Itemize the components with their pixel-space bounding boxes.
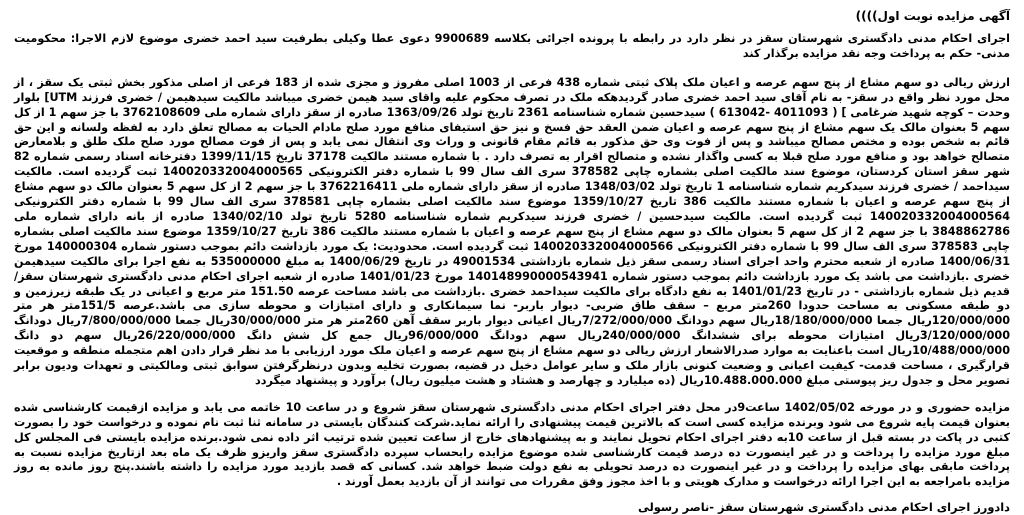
auction-terms-paragraph: مزایده حضوری و در مورخه 1402/05/02 ساعت9در محل دفتر اجرای احکام مدنی دادگستری شهرستان سقز شروع و در ساعت 10 خاتمه می یابد و مزایده ازقیمت کارشناسی شده بعنوان قیمت پایه شروع می شود وبرنده مزایده کسی است که بالاترین قیمت پیشنهادی را ارائه نماید.شرکت کنندگان بایستی در سامانه ثنا ثبت نام نموده و درخواست خود را بصورت کتبی در پاکت در بسته قبل از ساعت 10به دفتر اجرای احکام تحویل نمایند و به پیشنهادهای خارج از ساعت تعیین شده ترتیب اثر داده نمی شود.برنده مزایده بایستی فی المجلس کل مبلغ مورد مزایده را پرداخت و در غیر اینصورت ده درصد قیمت کارشناسی شده موضوع مزایده رابحساب سپرده دادگستری سقز واریزو ظرف یک ماه بعد ازتاریخ مزایده نسبت به پرداخت مابقی بهای مزایده را پرداخت و در غیر اینصورت ده درصد تحویلی به نفع دولت ضبط خواهد شد. کسانی که قصد بازدید مورد مزایده را داشته باشند.پنج روز مانده به روز مزایده بامراجعه به این اجرا ارائه درخواست و مدارک هویتی و با اخذ مجوز وفق مقررات می توانند از آن بازدید بعمل آورند . xyxy=(14,400,1011,489)
notice-intro-paragraph: اجرای احکام مدنی دادگستری شهرستان سقز در نظر دارد در رابطه با پرونده اجرائی بکلاسه 9900689 دعوی عطا وکیلی بطرفیت سید احمد خضری موضوع لازم الاجرا: محکومیت مدنی- حکم به پرداخت وجه نقد مزایده برگذار کند xyxy=(14,32,1010,60)
property-description-paragraph: ارزش ریالی دو سهم مشاع از پنج سهم عرصه و اعیان ملک پلاک ثبتی شماره 438 فرعی از 1003 اصلی مفروز و مجزی شده از 183 فرعی از اصلی مذکور بخش ثبتی یک سقز ، از محل مورد نظر واقع در سقز- به نام آقای سید احمد خضری صادر گردیدهکه ملک در تصرف محکوم علیه واقای سید هیمن خضری میباشد مالکیت سیدهیمن / خضری فرزند UTM] بلوار وحدت – کوچه شهید ضرغامی ] ( 4011093 -613042 ) سیدحسین شماره شناسنامه 2361 تاریخ تولد 1363/09/26 صادره از سقز دارای شماره ملی 3762108609 با جز سهم 1 از کل سهم 5 بعنوان مالک یک سهم مشاع از پنج سهم عرصه و اعیان ضمن العقد حق فسخ و نیز حق استیفای منافع مورد صلح مادام الحیات به مصالح تعلق دارد به لفظه ولسانه و این حق قائم به شخص بوده و مختص مصالح میباشد و پس از فوت وی حق مذکور به قائم مقام قانونی و وراث وی انتقال نمی یابد و پس از فوت مصالح مورد صلح ملک طلق و بلامعارض متصالح خواهد بود و منافع مورد صلح قبلا به کسی واگذار نشده و متصالح اقرار به تصرف دارد . با شماره مستند مالکیت 37178 تاریخ 1399/11/15 دفترخانه اسناد رسمی شماره 82 شهر سقز استان کردستان، موضوع سند مالکیت اصلی بشماره چاپی 378582 سری الف سال 99 با شماره دفتر الکترونیکی 140020332004000565 ثبت گردیده است. مالکیت سیداحمد / خضری فرزند سیدکریم شماره شناسنامه 1 تاریخ تولد 1348/03/02 صادره از سقز دارای شماره ملی 3762216411 با جز سهم 2 از کل سهم 5 بعنوان مالک دو سهم مشاع از پنج سهم عرصه و اعیان با شماره مستند مالکیت 386 تاریخ 1359/10/27 موضوع سند مالکیت اصلی بشماره چاپی 378581 سری الف سال 99 با شماره دفتر الکترونیکی 140020332004000564 ثبت گردیده است. مالکیت سیدحسین / خضری فرزند سیدکریم شماره شناسنامه 5280 تاریخ تولد 1340/02/10 صادره از بانه دارای شماره ملی 3848862786 با جز سهم 2 از کل سهم 5 بعنوان مالک دو سهم مشاع از پنج سهم عرصه و اعیان با شماره مستند مالکیت 386 تاریخ 1359/10/27 موضوع سند مالکیت اصلی بشماره چاپی 378583 سری الف سال 99 با شماره دفتر الکترونیکی 140020332004000566 ثبت گردیده است. محدودیت: یک مورد بازداشت دائم بموجب دستور شماره 140000304 مورخ 1400/06/31 صادره از شعبه محترم واحد اجرای اسناد رسمی سقز ذیل شماره بازداشتی 49001534 در تاریخ 1400/06/29 به مبلغ 535000000 به نفع اجرا برای مالکیت سیدهیمن خضری .بازداشت می باشد یک مورد بازداشت دائم بموجب دستور شماره 140148990000543941 مورخ 1401/01/23 صادره از شعبه اجرای احکام مدنی دادگستری شهرستان سقز/قدیم ذیل شماره بازداشتی - در تاریخ 1401/01/23 به نفع دادگاه برای مالکیت سیداحمد خضری .بازداشت می باشد مساحت عرصه 151.50 متر مربع و اعیانی در یک طبقه زیرزمین و دو طبقه مسکونی به مساحت حدودا 260متر مربع – سقف طاق ضربی- دیوار باربر- نما سیمانکاری و دارای امتیازات و محوطه سازی می باشد.عرصه 151/5متر هر متر 120/000/000ریال جمعا 18/180/000/000ریال سهم دودانگ 7/272/000/000ریال اعیانی دیوار باربر سقف آهن 260متر هر متر 30/000/000ریال جمعا 7/800/000/000ریال دودانگ 3/120/000/000ریال امتیازات محوطه برای ششدانگ 240/000/000ریال سهم دودانگ 96/000/000ریال جمع کل شش دانگ 26/220/000/000ریال سهم دو دانگ 10/488/000/000ریال است باعنایت به موارد صدرالاشعار ارزش ریالی دو سهم مشاع از پنج سهم عرصه و اعیان ملک مورد ارزیابی با مد نظر قرار دادن اهم متجمله منطقه و موقعیت قرارگیری ، مساحت قدمت- کیفیت اعیانی و وضعیت کنونی بازار ملک و سایر عوامل دخیل در قضیه، بصورت تخلیه وبدون درنظرگرفتن سوابق ثبتی ومالکیتی و تعهدات ودیون برابر تصویر محل و جدول ریز پیوستی مبلغ 10.488.000.000ریال (ده میلیارد و چهارصد و هشتاد و هشت میلیون ریال) برآورد و پیشنهاد میگردد xyxy=(14,75,1011,387)
notice-title: آگهی مزایده نوبت اول)))) xyxy=(855,9,1010,23)
signature-line: دادورز اجرای احکام مدنی دادگستری شهرستان سقز -ناصر رسولی xyxy=(637,500,1010,515)
